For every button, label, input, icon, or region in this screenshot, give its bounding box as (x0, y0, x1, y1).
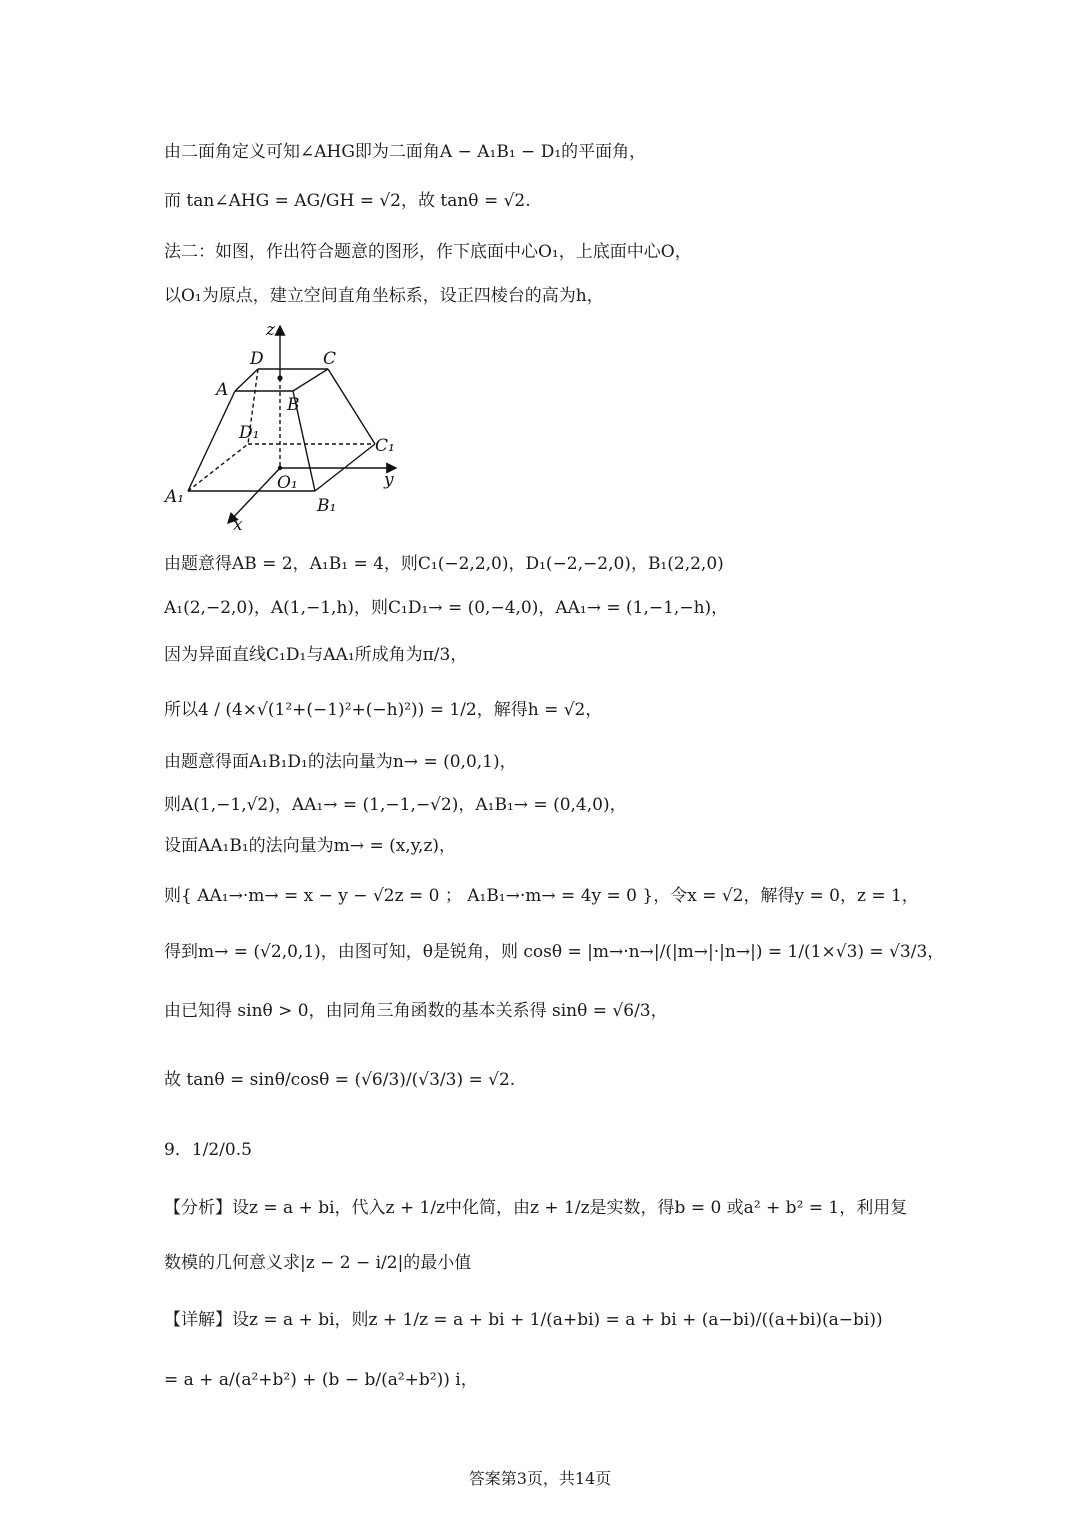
detail-line-1: 【详解】设z = a + bi，则z + 1/z = a + bi + 1/(a+bi) = a + bi + (a−bi)/((a+bi)(a−bi)) (164, 1310, 883, 1330)
label-y: y (384, 470, 394, 490)
text-line-7: 因为异面直线C₁D₁与AA₁所成角为π/3， (164, 645, 468, 665)
analysis-line-2: 数模的几何意义求|z − 2 − i/2|的最小值 (164, 1253, 472, 1273)
text-line-3: 法二：如图，作出符合题意的图形，作下底面中心O₁，上底面中心O， (164, 242, 692, 262)
text-line-9: 由题意得面A₁B₁D₁的法向量为n→ = (0,0,1)， (164, 752, 517, 772)
answer-9: 9．1/2/0.5 (164, 1140, 252, 1160)
text-line-15: 故 tanθ = sinθ/cosθ = (√6/3)/(√3/3) = √2. (164, 1070, 516, 1090)
text-line-6: A₁(2,−2,0)，A(1,−1,h)，则C₁D₁→ = (0,−4,0)，AA₁→ = (1,−1,−h)， (164, 598, 729, 618)
page-footer: 答案第3页，共14页 (468, 1469, 612, 1488)
label-A: A (216, 380, 229, 400)
label-B1: B₁ (317, 496, 337, 516)
label-D: D (250, 349, 264, 369)
label-z: z (266, 320, 275, 340)
text-line-8: 所以4 / (4×√(1²+(−1)²+(−h)²)) = 1/2，解得h = √2， (164, 700, 603, 720)
text-line-5: 由题意得AB = 2，A₁B₁ = 4，则C₁(−2,2,0)，D₁(−2,−2,0)，B₁(2,2,0) (164, 554, 724, 574)
label-x: x (233, 515, 243, 535)
text-line-1: 由二面角定义可知∠AHG即为二面角A − A₁B₁ − D₁的平面角， (164, 142, 647, 162)
text-line-11: 设面AA₁B₁的法向量为m→ = (x,y,z)， (164, 836, 457, 856)
text-line-4: 以O₁为原点，建立空间直角坐标系，设正四棱台的高为h， (164, 286, 604, 306)
label-C: C (323, 349, 337, 369)
text-line-2: 而 tan∠AHG = AG/GH = √2，故 tanθ = √2. (164, 191, 531, 211)
text-line-12: 则{ AA₁→·m→ = x − y − √2z = 0 ； A₁B₁→·m→ = 4y = 0 }，令x = √2，解得y = 0，z = 1， (164, 886, 919, 906)
label-D1: D₁ (239, 423, 260, 443)
label-O1: O₁ (277, 473, 298, 493)
label-C1: C₁ (375, 436, 395, 456)
text-line-10: 则A(1,−1,√2)，AA₁→ = (1,−1,−√2)，A₁B₁→ = (0,4,0)， (164, 795, 627, 815)
frustum-figure (160, 318, 410, 538)
text-line-14: 由已知得 sinθ > 0，由同角三角函数的基本关系得 sinθ = √6/3， (164, 1001, 668, 1021)
label-B: B (287, 395, 300, 415)
analysis-line-1: 【分析】设z = a + bi，代入z + 1/z中化简，由z + 1/z是实数，得b = 0 或a² + b² = 1，利用复 (164, 1198, 908, 1218)
text-line-13: 得到m→ = (√2,0,1)，由图可知，θ是锐角，则 cosθ = |m→·n→|/(|m→|·|n→|) = 1/(1×√3) = √3/3， (164, 942, 945, 962)
detail-line-2: = a + a/(a²+b²) + (b − b/(a²+b²)) i， (164, 1370, 478, 1390)
label-A1: A₁ (165, 487, 185, 507)
